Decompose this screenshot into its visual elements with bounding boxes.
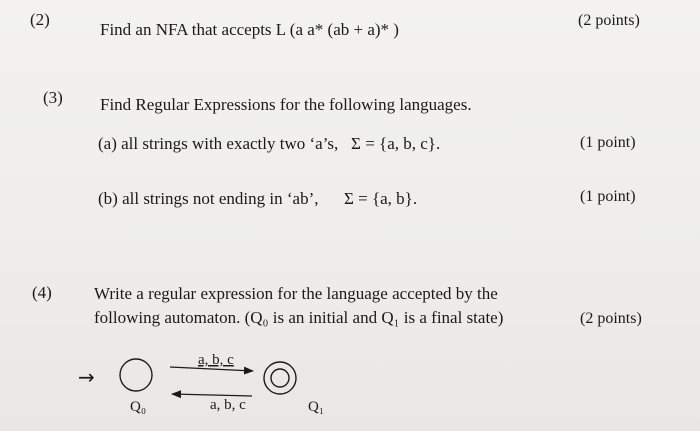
top-transition-label: a, b, c — [198, 352, 234, 368]
state-q1-outer — [264, 362, 296, 394]
question-3-text: Find Regular Expressions for the following languages. — [100, 95, 472, 114]
question-2-points: (2 points) — [578, 12, 640, 29]
transition-q1-to-q0 — [172, 394, 252, 396]
state-q1-label: Q₁ — [308, 399, 325, 415]
question-3-number: (3) — [43, 88, 63, 107]
question-3a-points: (1 point) — [580, 134, 636, 151]
question-4-points: (2 points) — [580, 310, 642, 327]
start-arrow: → — [78, 365, 95, 389]
bottom-transition-label: a, b, c — [210, 397, 246, 413]
state-q1-inner — [271, 369, 289, 387]
question-2-text: Find an NFA that accepts L (a a* (ab + a)* ) — [100, 20, 399, 39]
question-3a-text: (a) all strings with exactly two ‘a’s, Σ = {a, b, c}. — [98, 134, 441, 153]
question-4-line2: following automaton. (Q₀ is an initial and Q₁ is a final state) — [94, 308, 504, 327]
question-2-number: (2) — [30, 10, 50, 29]
question-3b-text: (b) all strings not ending in ‘ab’, Σ = {a, b}. — [98, 189, 418, 208]
question-4-number: (4) — [32, 283, 52, 302]
state-q0 — [120, 359, 152, 391]
state-q0-label: Q₀ — [130, 399, 147, 415]
question-3b-points: (1 point) — [580, 188, 636, 205]
question-4-line1: Write a regular expression for the language accepted by the — [94, 284, 498, 303]
